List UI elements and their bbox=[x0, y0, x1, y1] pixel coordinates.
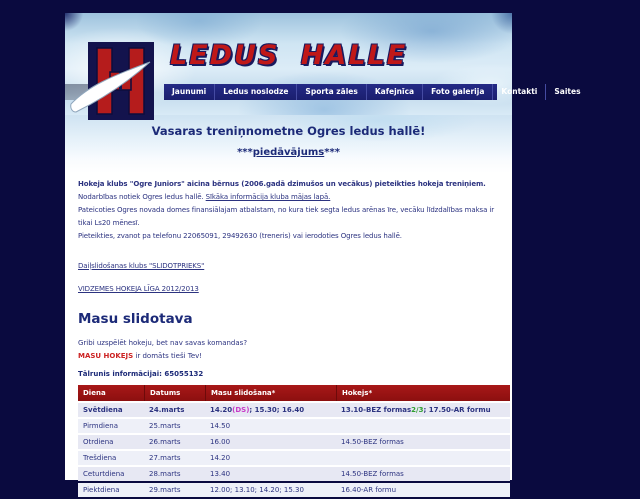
table-row bbox=[78, 483, 510, 497]
vidzemes-liga-link[interactable]: VIDZEMES HOKEJA LĪGA 2012/2013 bbox=[78, 285, 199, 293]
schedule-col-header: Datums bbox=[144, 385, 205, 401]
cell-hokejs: 14.50-BEZ formas bbox=[336, 435, 510, 449]
table-row bbox=[78, 467, 510, 481]
cell-hokejs: 13.10-BEZ formas2/3; 17.50-AR formu bbox=[336, 403, 510, 417]
cell-datums: 26.marts bbox=[144, 435, 205, 449]
main-nav bbox=[164, 84, 581, 100]
offer-suffix: *** bbox=[324, 147, 340, 158]
table-row bbox=[78, 451, 510, 465]
cell-datums: 24.marts bbox=[144, 403, 205, 417]
masu-answer-rest: ir domāts tieši Tev! bbox=[133, 352, 203, 360]
cell-diena: Svētdiena bbox=[78, 403, 144, 417]
cell-hokejs: 16.40-AR formu bbox=[336, 483, 510, 497]
cell-masu-slidosana: 14.50 bbox=[205, 419, 336, 433]
info-phone: Tālrunis informācijai: 65055132 bbox=[78, 370, 204, 378]
site-title: LEDUS HALLE bbox=[170, 40, 408, 71]
cell-masu-slidosana: 13.40 bbox=[205, 467, 336, 481]
schedule-table-body bbox=[78, 403, 510, 497]
table-row bbox=[78, 403, 510, 417]
schedule-table bbox=[78, 383, 510, 499]
cell-masu-slidosana: 16.00 bbox=[205, 435, 336, 449]
header-banner bbox=[65, 13, 581, 115]
cell-diena: Ceturtdiena bbox=[78, 467, 144, 481]
club-info-link[interactable]: Sīkāka informācija kluba mājas lapā. bbox=[205, 193, 331, 201]
table-row bbox=[78, 435, 510, 449]
cell-hokejs: 14.50-BEZ formas bbox=[336, 467, 510, 481]
cell-hokejs bbox=[336, 419, 510, 433]
offer-link[interactable]: piedāvājums bbox=[252, 147, 325, 158]
cell-hokejs bbox=[336, 451, 510, 465]
main-content bbox=[65, 178, 512, 499]
nav-item-saites[interactable]: Saites bbox=[545, 84, 588, 100]
table-row bbox=[78, 419, 510, 433]
nav-item-kontakti[interactable]: Kontakti bbox=[492, 84, 545, 100]
paragraph-club-invite: Hokeja klubs "Ogre Juniors" aicina bērnus (2006.gadā dzimušos un vecākus) pieteikties hokeja treniņiem. bbox=[78, 180, 486, 188]
paragraph-funding: Pateicoties Ogres novada domes finansiālajam atbalstam, no kura tiek segta ledus arēnas īre, vecāku līdzdalības maksa ir tikai Ls20 mēnesī. bbox=[78, 206, 495, 227]
schedule-header-row bbox=[78, 385, 510, 401]
paragraph-signup: Pieteikties, zvanot pa telefonu 22065091, 29492630 (treneris) vai ierodoties Ogres ledus hallē. bbox=[78, 232, 402, 240]
masu-hokejs-label: MASU HOKEJS bbox=[78, 352, 134, 360]
intro-heading: Vasaras treniņnometne Ogres ledus hallē! bbox=[151, 124, 426, 138]
cell-diena: Trešdiena bbox=[78, 451, 144, 465]
nav-item-ledus-noslodze[interactable]: Ledus noslodze bbox=[214, 84, 296, 100]
slidotprieks-link[interactable]: Daiļslidošanas klubs "SLIDOTPRIEKS" bbox=[78, 262, 205, 270]
offer-prefix: *** bbox=[237, 147, 253, 158]
cell-datums: 27.marts bbox=[144, 451, 205, 465]
nav-item-foto-galerija[interactable]: Foto galerija bbox=[422, 84, 492, 100]
cell-datums: 29.marts bbox=[144, 483, 205, 497]
schedule-col-header: Masu slidošana* bbox=[205, 385, 336, 401]
cell-datums: 25.marts bbox=[144, 419, 205, 433]
masu-answer bbox=[78, 350, 499, 363]
nav-item-sporta-z-les[interactable]: Sporta zāles bbox=[296, 84, 365, 100]
nav-item-jaunumi[interactable]: Jaunumi bbox=[172, 87, 207, 96]
page-container bbox=[65, 13, 581, 494]
masu-slidotava-heading: Masu slidotava bbox=[78, 311, 193, 327]
cell-diena: Piektdiena bbox=[78, 483, 144, 497]
ledus-halle-logo[interactable] bbox=[70, 42, 164, 124]
schedule-col-header: Diena bbox=[78, 385, 144, 401]
offer-line bbox=[65, 147, 512, 158]
cell-diena: Pirmdiena bbox=[78, 419, 144, 433]
masu-question: Gribi uzspēlēt hokeju, bet nav savas komandas? bbox=[78, 339, 248, 347]
cell-diena: Otrdiena bbox=[78, 435, 144, 449]
schedule-col-header: Hokejs* bbox=[336, 385, 510, 401]
cell-masu-slidosana: 12.00; 13.10; 14.20; 15.30 bbox=[205, 483, 336, 497]
paragraph-location bbox=[78, 191, 499, 204]
nav-item-kafejn-ca[interactable]: Kafejnīca bbox=[366, 84, 422, 100]
cell-masu-slidosana: 14.20 bbox=[205, 451, 336, 465]
cell-masu-slidosana: 14.20(DS); 15.30; 16.40 bbox=[205, 403, 336, 417]
cell-datums: 28.marts bbox=[144, 467, 205, 481]
paragraph-location-text: Nodarbības notiek Ogres ledus hallē. bbox=[78, 193, 206, 201]
